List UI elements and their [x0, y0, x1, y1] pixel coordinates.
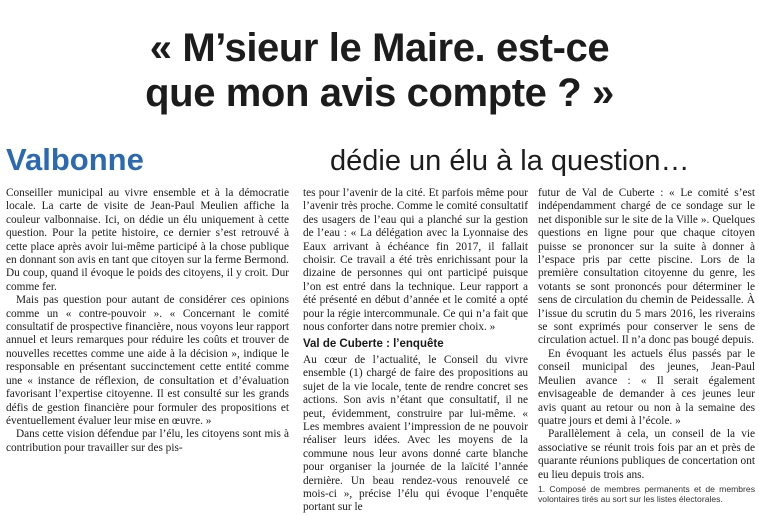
paragraph: Mais pas question pour autant de considérer ces opinions comme un « contre-pouvoir ». « Concernant le comité consultatif de prospective financière, nous voyons leur rapport annuel et leurs remarques pour réduire les coûts et trouver de nouvelles recettes comme une aide à la décision », indique le responsable en présentant succinctement cette entité comme une « instance de réflexion, de consultation et d’évaluation favorisant l’expertise citoyenne. Il est consulté sur les grands défis de gestion financière pour formuler des propositions et éventuellement évaluer leur mise en œuvre. » [6, 294, 289, 427]
article-column-1 [6, 187, 289, 500]
paragraph: tes pour l’avenir de la cité. Et parfois même pour l’avenir très proche. Comme le comité consultatif des usagers de l’eau qui a planché sur la gestion de l’eau : « La délégation avec la Lyonnaise des Eaux arrivant à échéance fin 2017, il fallait choisir. Ce travail a été très enrichissant pour la dizaine de personnes qui ont participé puisque l’on est entré dans la technique. Leur rapport a été présenté en début d’année et le comité a opté pour la régie intercommunale. Ce qui n’a fait que nous conforter dans notre premier choix. » [303, 187, 528, 334]
paragraph: Au cœur de l’actualité, le Conseil du vivre ensemble (1) chargé de faire des propositions au sujet de la vie locale, tente de rendre concret ses actions. Son avis n’étant que consultatif, il ne peut, évidemment, construire par lui-même. « Les membres avaient l’impression de ne pouvoir réaliser leurs idées. Avec les moyens de la commune nous leur avons donné carte blanche pour organiser la journée de la laïcité l’année dernière. Un beau rendez-vous renouvelé ce mois-ci », précise l’élu qui évoque l’enquête portant sur le [303, 353, 528, 514]
paragraph: Parallèlement à cela, un conseil de la vie associative se réunit trois fois par an et près de quarante réunions publiques de concertation ont eu lieu depuis trois ans. [538, 428, 755, 481]
section-subheading: Val de Cuberte : l’enquête [303, 338, 444, 351]
paragraph: futur de Val de Cuberte : « Le comité s’est indépendamment chargé de ce sondage sur le net disponible sur le site de la Ville ». Quelques questions en ligne pour que chaque citoyen puisse se prononcer sur la suite à donner à l’espace pris par cette piscine. Lors de la première consultation citoyenne du genre, les votants se sont prononcés pour déterminer le sens de circulation du chemin de Peidessalle. À l’issue du scrutin du 5 mars 2016, les riverains se sont exprimés pour conserver le sens de circulation actuel. Il n’a donc pas bougé depuis. [538, 187, 755, 347]
paragraph: En évoquant les actuels élus passés par le conseil municipal des jeunes, Jean-Paul Meulien avance : « Il serait également envisageable de demander à ces jeunes leur avis quant au retour ou non à la semaine des quatre jours et demi à l’école. » [538, 347, 755, 427]
paragraph: Dans cette vision défendue par l’élu, les citoyens sont mis à contribution pour travailler sur des pis- [6, 428, 289, 454]
headline-line-1: « M’sieur le Maire. est-ce [149, 26, 610, 70]
footnote: 1. Composé de membres permanents et de membres volontaires tirés au sort sur les listes électorales. [538, 483, 755, 504]
location-kicker: Valbonne [6, 142, 144, 177]
article-column-3 [538, 187, 755, 504]
headline-line-2: que mon avis compte ? » [145, 71, 614, 115]
article-column-2 [303, 187, 528, 514]
subtitle: dédie un élu à la question… [330, 145, 690, 177]
paragraph: Conseiller municipal au vivre ensemble et à la démocratie locale. La carte de visite de Jean-Paul Meulien affiche la couleur valbonnaise. Ici, on dédie un élu uniquement à cette question. Pour la petite histoire, ce dernier s’est retrouvé à cette place après avoir lui-même participé à la chose publique en donnant son avis en tant que citoyen sur la ferme Bermond. Du coup, quand il évoque le poids des citoyens, il y croit. Dur comme fer. [6, 187, 289, 293]
headline [0, 26, 759, 116]
